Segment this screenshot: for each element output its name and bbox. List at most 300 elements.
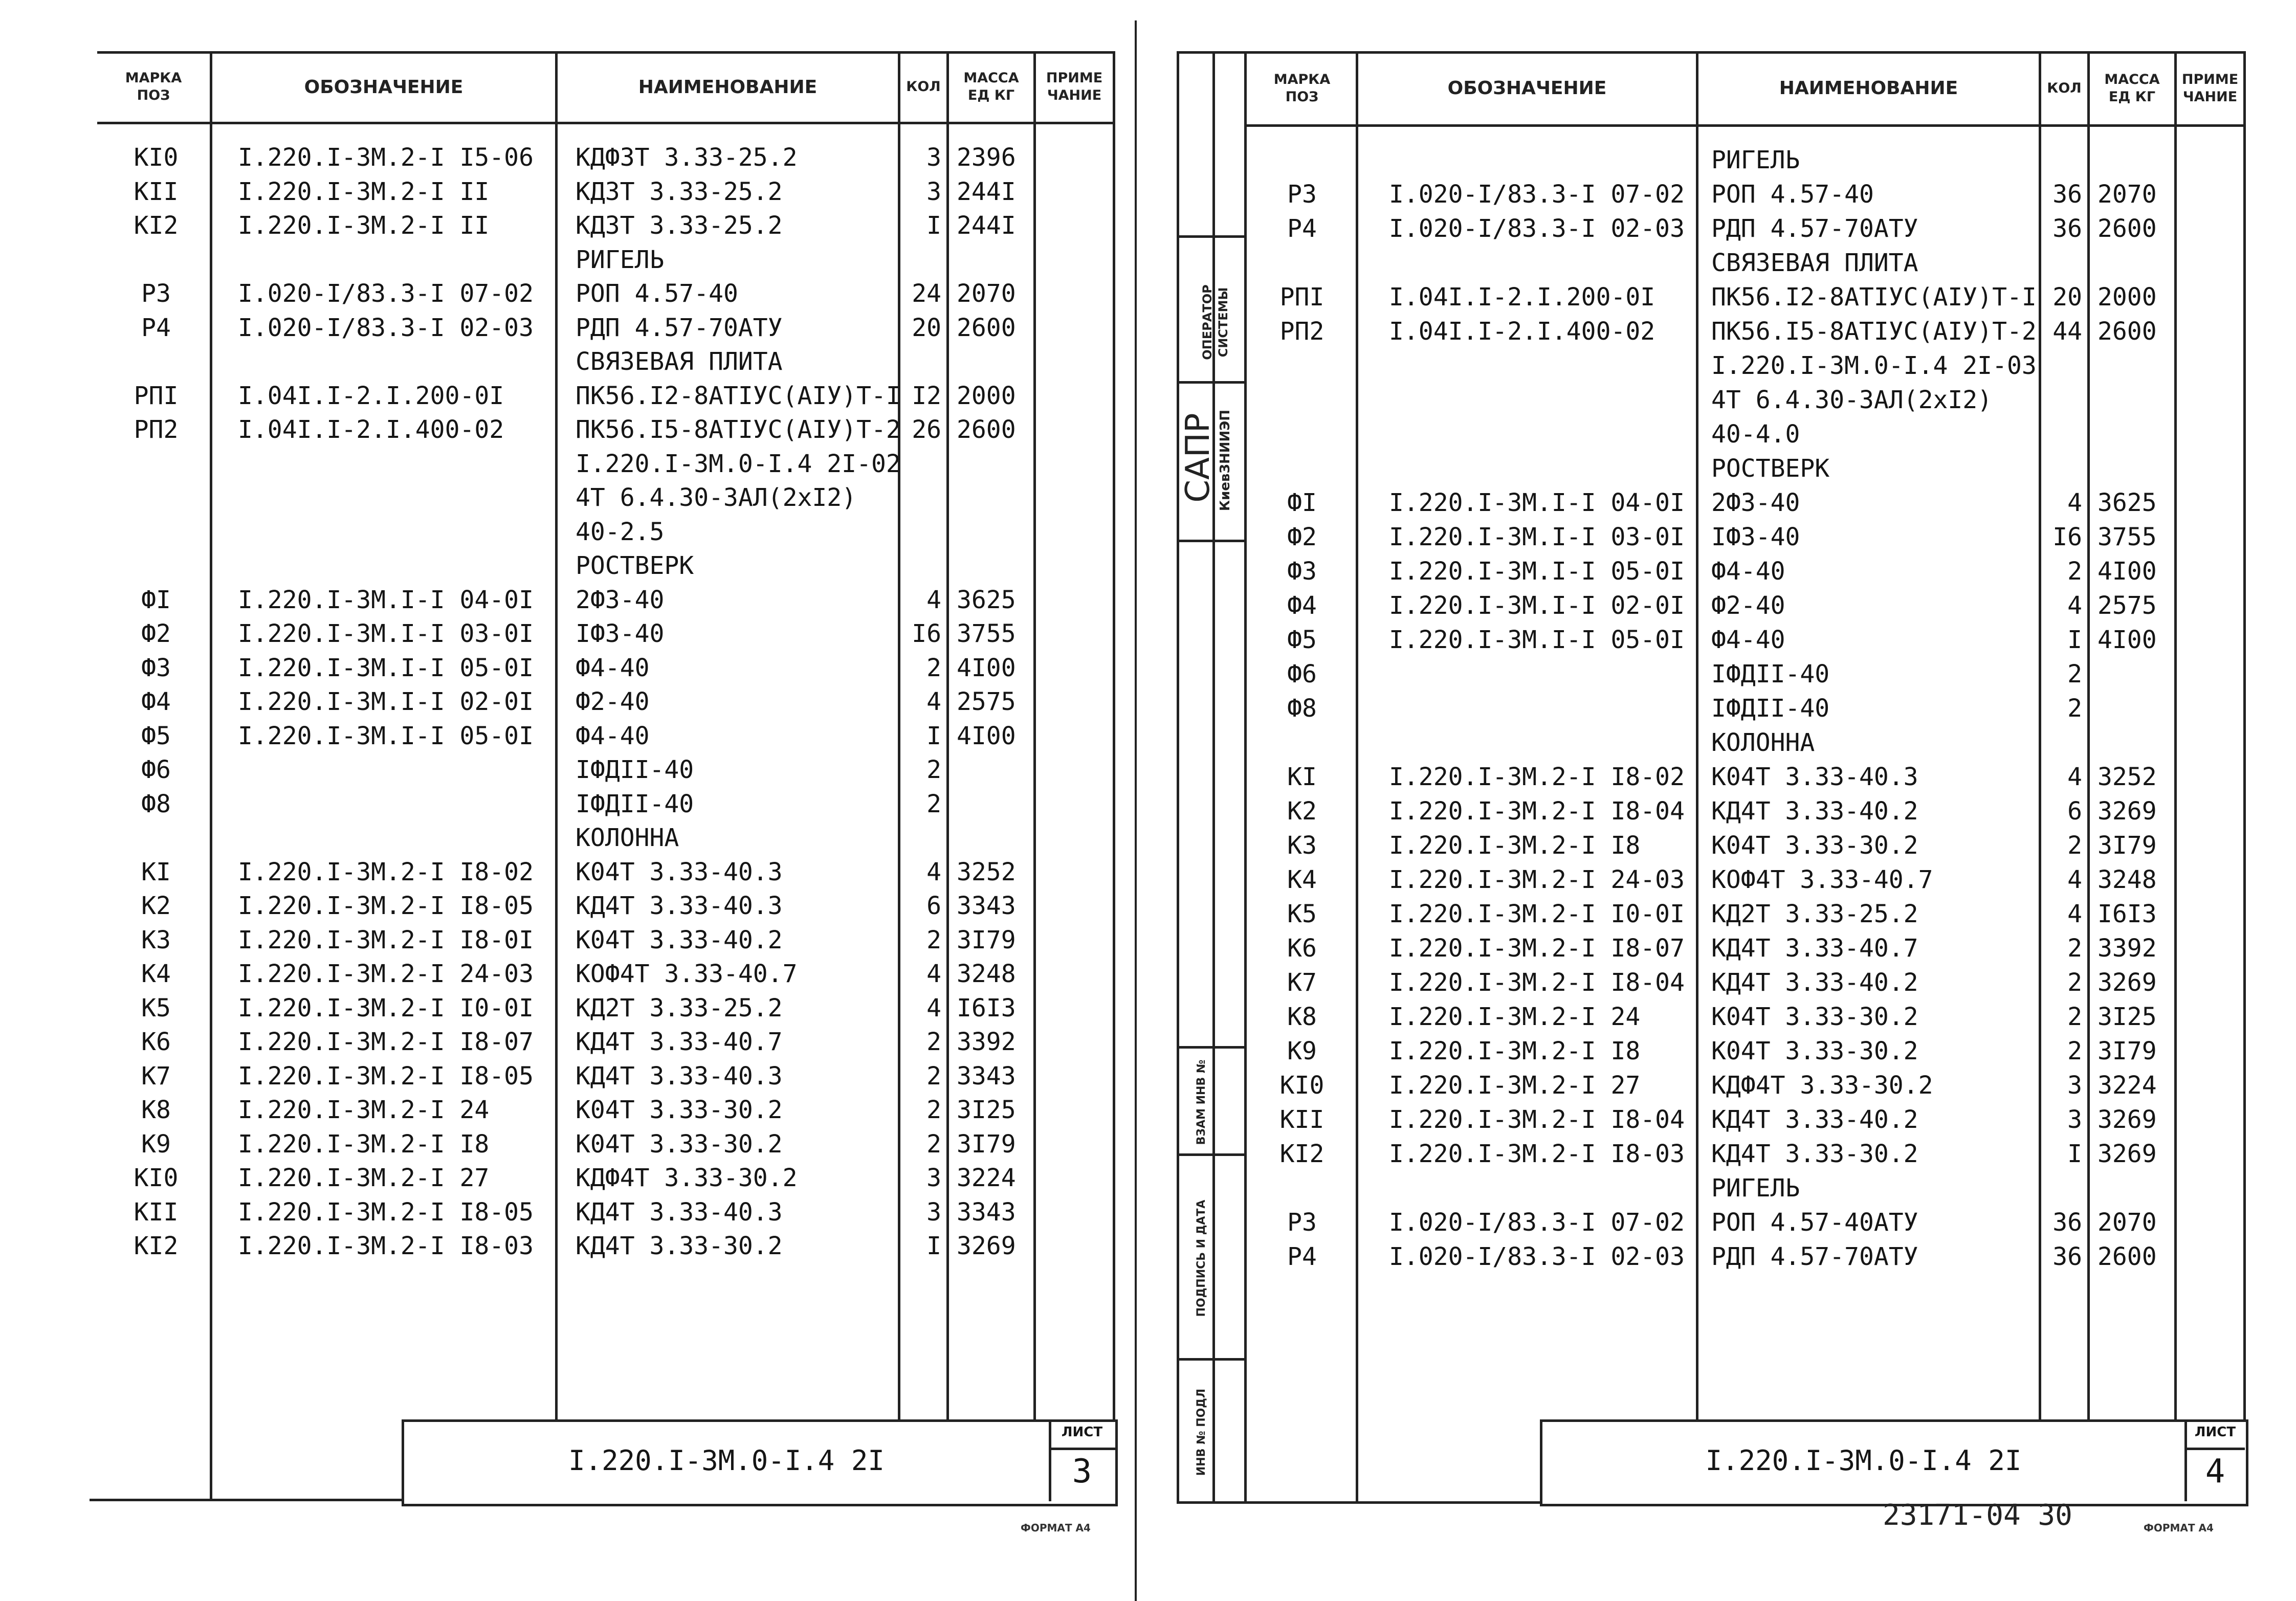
cell-name: Ф4-40: [576, 721, 650, 750]
cell-designation: I.220.I-3М.I-I 03-0I: [238, 619, 534, 648]
cell-mark: [1256, 417, 1348, 451]
header-mark: МАРКА ПОЗ: [1273, 71, 1331, 105]
cell-mark: РПI: [1279, 283, 1324, 312]
cell-name: Ф2-40: [576, 687, 650, 716]
cell-qty: 2: [2067, 694, 2082, 723]
table-row: [0, 486, 2296, 520]
cell-mark: [1256, 1171, 1348, 1205]
cell-mass: [2098, 143, 2169, 177]
cell-designation: I.220.I-3М.2-I 24-03: [238, 960, 534, 988]
cell-qty: [2044, 452, 2082, 485]
cell-qty: 36: [2052, 180, 2082, 209]
cell-mass: 2000: [2098, 283, 2157, 312]
cell-name: IФ3-40: [1711, 523, 1800, 551]
table-row: [0, 1034, 2296, 1068]
table-row: [0, 349, 2296, 383]
header-note: ПРИМЕ ЧАНИЕ: [2181, 71, 2239, 105]
cell-mark: К2: [141, 892, 171, 920]
cell-name: Ф4-40: [1711, 557, 1785, 586]
cell-name: IФДII-40: [1711, 660, 1830, 688]
cell-qty: 20: [912, 313, 941, 342]
stamp-sign-date: ПОДПИСЬ И ДАТА: [1195, 1199, 1208, 1317]
table-row: [0, 1069, 2296, 1102]
cell-name: КДФ3Т 3.33-25.2: [576, 143, 798, 172]
cell-name: РДП 4.57-70АТУ: [576, 313, 783, 342]
cell-mass: [2098, 726, 2169, 760]
cell-mark: ФI: [1287, 488, 1317, 517]
header-mark: МАРКА ПОЗ: [125, 70, 182, 103]
cell-mark: К5: [141, 993, 171, 1022]
cell-mass: I6I3: [957, 993, 1016, 1022]
cell-mass: 3755: [957, 619, 1016, 648]
cell-mark: Ф2: [141, 619, 171, 648]
cell-mass: [2098, 657, 2169, 691]
cell-name: КД2Т 3.33-25.2: [576, 993, 783, 1022]
cell-designation: I.020-I/83.3-I 02-03: [238, 313, 534, 342]
table-row: [0, 520, 2296, 554]
cell-designation: I.220.I-3М.I-I 05-0I: [1389, 626, 1685, 654]
cell-qty: 2: [926, 1129, 941, 1159]
stamp-operator: ОПЕРАТОР СИСТЕМЫ: [1200, 284, 1231, 360]
cell-name: РОСТВЕРК: [1711, 454, 1830, 483]
cell-qty: 2: [2067, 968, 2082, 997]
cell-mark: К4: [1287, 865, 1317, 894]
cell-mass: 244I: [957, 211, 1016, 240]
table-row: [0, 829, 2296, 862]
cell-mark: К7: [141, 1061, 171, 1091]
cell-qty: 2: [926, 755, 941, 784]
cell-mark: [1256, 383, 1348, 417]
cell-mark: КI: [141, 857, 171, 886]
cell-qty: [2044, 246, 2082, 280]
cell-designation: I.220.I-3М.2-I I8-02: [1389, 763, 1685, 791]
cell-designation: I.220.I-3М.2-I 27: [1389, 1071, 1641, 1100]
cell-designation: I.04I.I-2.I.200-0I: [238, 381, 504, 410]
cell-qty: I2: [912, 381, 941, 410]
cell-qty: 36: [2052, 1208, 2082, 1237]
cell-designation: I.04I.I-2.I.400-02: [238, 415, 504, 444]
cell-name: Ф4-40: [576, 653, 650, 682]
cell-mark: К7: [1287, 968, 1317, 997]
cell-designation: I.220.I-3М.2-I I8: [1389, 1037, 1641, 1065]
cell-name: К04Т 3.33-30.2: [1711, 831, 1918, 860]
cell-mass: 2070: [2098, 180, 2157, 209]
cell-mark: К8: [1287, 1003, 1317, 1031]
cell-name: КДФ4Т 3.33-30.2: [576, 1164, 798, 1192]
cell-mass: 3I79: [2098, 831, 2157, 860]
cell-mass: 2396: [957, 143, 1016, 172]
table-row: [0, 863, 2296, 897]
cell-designation: I.220.I-3М.2-I I5-06: [238, 143, 534, 172]
cell-mass: 3I79: [2098, 1037, 2157, 1065]
cell-qty: 4: [2067, 865, 2082, 894]
cell-designation: [1389, 246, 1696, 280]
cell-mass: 3755: [2098, 523, 2157, 551]
table-row: [0, 897, 2296, 931]
cell-name: РИГЕЛЬ: [1711, 1174, 1800, 1203]
cell-mark: KI2: [134, 211, 179, 240]
cell-qty: 2: [926, 789, 941, 818]
cell-mark: [1256, 726, 1348, 760]
cell-designation: [1389, 692, 1696, 725]
cell-mark: Ф5: [141, 721, 171, 750]
cell-mass: 2070: [2098, 1208, 2157, 1237]
cell-designation: I.020-I/83.3-I 02-03: [1389, 1242, 1685, 1271]
cell-qty: 3: [926, 143, 941, 172]
cell-qty: 24: [912, 279, 941, 308]
cell-mass: [2098, 452, 2169, 485]
table-row: [0, 794, 2296, 828]
header-designation: ОБОЗНАЧЕНИЕ: [304, 76, 463, 98]
cell-designation: [1389, 383, 1696, 417]
cell-designation: I.220.I-3М.I-I 04-0I: [1389, 488, 1685, 517]
cell-mark: КII: [134, 1197, 179, 1227]
cell-designation: I.220.I-3М.2-I I8-07: [238, 1028, 534, 1056]
cell-mass: 2600: [2098, 1242, 2157, 1271]
cell-mark: [1256, 143, 1348, 177]
cell-name: 4Т 6.4.30-3АЛ(2хI2): [1711, 386, 1993, 414]
cell-mark: К8: [141, 1096, 171, 1124]
cell-mark: Ф3: [1287, 557, 1317, 586]
cell-mark: К9: [141, 1129, 171, 1159]
cell-mass: 3269: [957, 1232, 1016, 1260]
cell-mass: 4I00: [2098, 557, 2157, 586]
table-row: [0, 657, 2296, 691]
cell-qty: 2: [2067, 1003, 2082, 1031]
cell-mass: 3343: [957, 1061, 1016, 1091]
cell-designation: I.220.I-3М.2-I I8-03: [238, 1232, 534, 1260]
cell-mass: 3269: [2098, 797, 2157, 826]
cell-designation: I.220.I-3М.2-I I8: [238, 1129, 490, 1159]
cell-designation: I.220.I-3М.2-I I0-0I: [1389, 900, 1685, 928]
stamp-sapr: САПР: [1179, 413, 1217, 503]
cell-mass: 3625: [2098, 488, 2157, 517]
cell-designation: [1389, 657, 1696, 691]
cell-mark: КI2: [1279, 1140, 1324, 1168]
cell-qty: 6: [2067, 797, 2082, 826]
cell-mass: 3224: [2098, 1071, 2157, 1100]
title-block-divider: [2184, 1448, 2245, 1450]
cell-qty: 3: [2067, 1105, 2082, 1134]
cell-qty: 2: [926, 1061, 941, 1091]
cell-mass: 2000: [957, 381, 1016, 410]
cell-mark: Р3: [1287, 1208, 1317, 1237]
table-row: [0, 760, 2296, 794]
cell-mass: 3252: [2098, 763, 2157, 791]
cell-name: IФДII-40: [576, 789, 694, 818]
cell-qty: I: [926, 211, 941, 240]
cell-mark: Ф3: [141, 653, 171, 682]
stamp-inv-orig: ИНВ № ПОДЛ: [1195, 1388, 1208, 1476]
cell-designation: I.220.I-3М.I-I 02-0I: [238, 687, 534, 716]
table-row: [0, 1171, 2296, 1205]
cell-name: СВЯЗЕВАЯ ПЛИТА: [1711, 249, 1918, 277]
cell-designation: I.020-I/83.3-I 02-03: [1389, 214, 1685, 243]
cell-designation: I.220.I-3М.2-I 24: [1389, 1003, 1641, 1031]
cell-mark: Ф2: [1287, 523, 1317, 551]
cell-mass: 244I: [957, 177, 1016, 206]
cell-mass: 4I00: [2098, 626, 2157, 654]
header-mass: МАССА ЕД КГ: [2104, 71, 2160, 105]
cell-qty: 2: [2067, 934, 2082, 963]
cell-qty: 3: [926, 1164, 941, 1192]
cell-mark: КII: [1279, 1105, 1324, 1134]
cell-mass: 4I00: [957, 653, 1016, 682]
cell-mass: I6I3: [2098, 900, 2157, 928]
cell-qty: 36: [2052, 214, 2082, 243]
cell-mark: К3: [1287, 831, 1317, 860]
cell-mark: К5: [1287, 900, 1317, 928]
cell-mark: РП2: [134, 415, 179, 444]
cell-name: КОФ4Т 3.33-40.7: [1711, 865, 1933, 894]
cell-designation: I.220.I-3М.2-I I8-04: [1389, 797, 1685, 826]
cell-mass: 3248: [2098, 865, 2157, 894]
header-designation: ОБОЗНАЧЕНИЕ: [1447, 78, 1607, 99]
stamp-inv-replace: ВЗАМ ИНВ №: [1195, 1059, 1208, 1145]
cell-designation: I.220.I-3М.I-I 05-0I: [238, 721, 534, 750]
table-row: [0, 692, 2296, 725]
cell-mass: 2575: [2098, 591, 2157, 620]
cell-designation: I.220.I-3М.2-I I0-0I: [238, 993, 534, 1022]
cell-name: ПК56.I5-8АТIУС(АIУ)Т-2: [576, 415, 901, 444]
cell-mass: 2600: [2098, 317, 2157, 346]
cell-name: РИГЕЛЬ: [576, 245, 665, 274]
cell-mark: Р4: [141, 313, 171, 342]
cell-mark: Ф4: [141, 687, 171, 716]
table-row: [0, 1240, 2296, 1274]
cell-qty: 36: [2052, 1242, 2082, 1271]
cell-mass: 3252: [957, 857, 1016, 886]
cell-name: КД2Т 3.33-25.2: [1711, 900, 1918, 928]
cell-designation: I.220.I-3М.I-I 02-0I: [1389, 591, 1685, 620]
cell-qty: I6: [2052, 523, 2082, 551]
cell-name: 4Т 6.4.30-3АЛ(2хI2): [576, 483, 857, 512]
cell-mark: КI0: [134, 1164, 179, 1192]
cell-mass: 2600: [957, 415, 1016, 444]
cell-mass: 4I00: [957, 721, 1016, 750]
cell-designation: [1389, 349, 1696, 383]
cell-designation: [1389, 417, 1696, 451]
cell-designation: I.020-I/83.3-I 07-02: [1389, 1208, 1685, 1237]
cell-name: IФ3-40: [576, 619, 665, 648]
cell-mass: 3392: [2098, 934, 2157, 963]
cell-name: КД4Т 3.33-40.3: [576, 1197, 783, 1227]
cell-designation: I.220.I-3М.2-I 24: [238, 1096, 490, 1124]
table-row: [0, 177, 2296, 211]
cell-mass: 3269: [2098, 1140, 2157, 1168]
header-note: ПРИМЕ ЧАНИЕ: [1046, 70, 1103, 103]
cell-name: К04Т 3.33-40.2: [576, 925, 783, 954]
cell-name: IФДII-40: [1711, 694, 1830, 723]
cell-name: К04Т 3.33-30.2: [1711, 1037, 1918, 1065]
cell-designation: I.220.I-3М.2-I II: [238, 211, 490, 240]
cell-mass: 3269: [2098, 968, 2157, 997]
cell-mark: [1256, 246, 1348, 280]
cell-name: К04Т 3.33-40.3: [576, 857, 783, 886]
cell-mark: [1256, 349, 1348, 383]
cell-qty: 2: [926, 1028, 941, 1056]
cell-mass: 3I25: [2098, 1003, 2157, 1031]
cell-designation: I.220.I-3М.2-I I8-02: [238, 857, 534, 886]
sheet-number: 3: [1072, 1453, 1092, 1491]
cell-mark: Ф8: [1287, 694, 1317, 723]
table-row: [0, 417, 2296, 451]
cell-name: КОЛОННА: [576, 824, 679, 852]
cell-mark: Ф6: [141, 755, 171, 784]
cell-name: 2Ф3-40: [576, 585, 665, 614]
table-row: [0, 726, 2296, 760]
cell-name: КДФ4Т 3.33-30.2: [1711, 1071, 1933, 1100]
cell-name: КД4Т 3.33-30.2: [576, 1232, 783, 1260]
cell-mass: 3I25: [957, 1096, 1016, 1124]
cell-name: 40-2.5: [576, 517, 665, 546]
cell-mark: К9: [1287, 1037, 1317, 1065]
cell-mass: 3625: [957, 585, 1016, 614]
cell-qty: I: [2067, 626, 2082, 654]
cell-mark: Ф6: [1287, 660, 1317, 688]
cell-qty: 4: [2067, 488, 2082, 517]
cell-qty: 4: [926, 960, 941, 988]
cell-qty: 4: [2067, 591, 2082, 620]
cell-designation: I.220.I-3М.2-I I8-04: [1389, 1105, 1685, 1134]
cell-qty: 3: [2067, 1071, 2082, 1100]
cell-qty: [2044, 726, 2082, 760]
cell-name: КД4Т 3.33-40.2: [1711, 1105, 1918, 1134]
table-row: [0, 452, 2296, 485]
table-row: [0, 315, 2296, 348]
cell-designation: [1389, 726, 1696, 760]
table-row: [0, 280, 2296, 314]
cell-designation: I.220.I-3М.2-I 24-03: [1389, 865, 1685, 894]
cell-qty: 3: [926, 177, 941, 206]
cell-name: КД3Т 3.33-25.2: [576, 177, 783, 206]
cell-name: РДП 4.57-70АТУ: [1711, 214, 1918, 243]
cell-mass: 3392: [957, 1028, 1016, 1056]
cell-designation: I.220.I-3М.2-I I8-07: [1389, 934, 1685, 963]
cell-designation: I.220.I-3М.2-I I8-05: [238, 892, 534, 920]
cell-name: РИГЕЛЬ: [1711, 146, 1800, 174]
table-row: [0, 143, 2296, 177]
document-code: I.220.I-3М.0-I.4 2I: [1705, 1444, 2022, 1477]
cell-name: ПК56.I2-8АТIУС(АIУ)Т-I: [576, 381, 901, 410]
cell-mark: Р3: [1287, 180, 1317, 209]
cell-mark: К4: [141, 960, 171, 988]
cell-qty: [2044, 417, 2082, 451]
cell-qty: 4: [926, 993, 941, 1022]
cell-name: КД4Т 3.33-40.3: [576, 892, 783, 920]
cell-mark: К6: [141, 1028, 171, 1056]
cell-qty: 4: [926, 585, 941, 614]
cell-mass: 3I79: [957, 1129, 1016, 1159]
table-row: [0, 623, 2296, 657]
sheet-number: 4: [2205, 1453, 2225, 1491]
cell-qty: I: [926, 721, 941, 750]
cell-designation: I.220.I-3М.2-I I8-05: [238, 1197, 534, 1227]
cell-designation: I.220.I-3М.2-I 27: [238, 1164, 490, 1192]
cell-designation: I.220.I-3М.2-I II: [238, 177, 490, 206]
cell-mass: [2098, 246, 2169, 280]
cell-qty: I: [926, 1232, 941, 1260]
table-row: [0, 554, 2296, 588]
cell-name: КД4Т 3.33-40.7: [576, 1028, 783, 1056]
cell-name: РОСТВЕРК: [576, 551, 694, 580]
cell-designation: I.220.I-3М.I-I 05-0I: [238, 653, 534, 682]
cell-qty: I: [2067, 1140, 2082, 1168]
cell-designation: [1389, 143, 1696, 177]
cell-qty: 4: [926, 857, 941, 886]
cell-mass: 2600: [957, 313, 1016, 342]
cell-qty: 2: [2067, 557, 2082, 586]
cell-name: К04Т 3.33-30.2: [576, 1096, 783, 1124]
cell-name: К04Т 3.33-30.2: [1711, 1003, 1918, 1031]
cell-name: КОЛОННА: [1711, 728, 1815, 757]
stamp-org: КиевЗНИИЭП: [1218, 409, 1233, 512]
cell-qty: 3: [926, 1197, 941, 1227]
cell-qty: 2: [926, 925, 941, 954]
cell-mass: 2600: [2098, 214, 2157, 243]
cell-qty: [2044, 349, 2082, 383]
cell-designation: I.020-I/83.3-I 07-02: [238, 279, 534, 308]
cell-designation: I.220.I-3М.I-I 05-0I: [1389, 557, 1685, 586]
cell-mass: [2098, 1171, 2169, 1205]
cell-designation: [1389, 452, 1696, 485]
cell-mark: KII: [134, 177, 179, 206]
cell-mark: Ф8: [141, 789, 171, 818]
cell-name: К04Т 3.33-30.2: [576, 1129, 783, 1159]
cell-designation: I.220.I-3М.2-I I8-03: [1389, 1140, 1685, 1168]
sheet-label: ЛИСТ: [1061, 1425, 1103, 1440]
cell-name: Ф2-40: [1711, 591, 1785, 620]
sheet-label: ЛИСТ: [2194, 1425, 2236, 1440]
cell-designation: I.220.I-3М.I-I 04-0I: [238, 585, 534, 614]
cell-mark: К6: [1287, 934, 1317, 963]
cell-name: РОП 4.57-40: [576, 279, 738, 308]
cell-name: ПК56.I2-8АТIУС(АIУ)Т-I: [1711, 283, 2037, 312]
cell-qty: 6: [926, 892, 941, 920]
table-row: [0, 1137, 2296, 1171]
table-row: [0, 212, 2296, 246]
cell-qty: 2: [2067, 1037, 2082, 1065]
header-mass: МАССА ЕД КГ: [963, 70, 1019, 103]
cell-designation: I.220.I-3М.2-I I8-04: [1389, 968, 1685, 997]
header-name: НАИМЕНОВАНИЕ: [638, 76, 818, 98]
cell-designation: I.220.I-3М.I-I 03-0I: [1389, 523, 1685, 551]
cell-name: КД4Т 3.33-40.3: [576, 1061, 783, 1091]
cell-mass: 3343: [957, 1197, 1016, 1227]
cell-qty: 2: [926, 1096, 941, 1124]
cell-mass: 3269: [2098, 1105, 2157, 1134]
cell-mark: К2: [1287, 797, 1317, 826]
cell-qty: 44: [2052, 317, 2082, 346]
cell-mass: 3I79: [957, 925, 1016, 954]
cell-qty: 4: [926, 687, 941, 716]
cell-qty: I6: [912, 619, 941, 648]
cell-qty: 2: [2067, 660, 2082, 688]
cell-qty: [2044, 1171, 2082, 1205]
format-label: ФОРМАТ А4: [1021, 1522, 1091, 1534]
document-code: I.220.I-3М.0-I.4 2I: [568, 1444, 885, 1477]
cell-designation: [1389, 1171, 1696, 1205]
table-row: [0, 1206, 2296, 1239]
cell-qty: 2: [926, 653, 941, 682]
cell-designation: I.220.I-3М.2-I I8-0I: [238, 925, 534, 954]
cell-qty: 4: [2067, 763, 2082, 791]
cell-mark: К3: [141, 925, 171, 954]
cell-name: 40-4.0: [1711, 420, 1800, 449]
header-name: НАИМЕНОВАНИЕ: [1779, 78, 1958, 99]
cell-mark: ФI: [141, 585, 171, 614]
cell-qty: [2044, 383, 2082, 417]
